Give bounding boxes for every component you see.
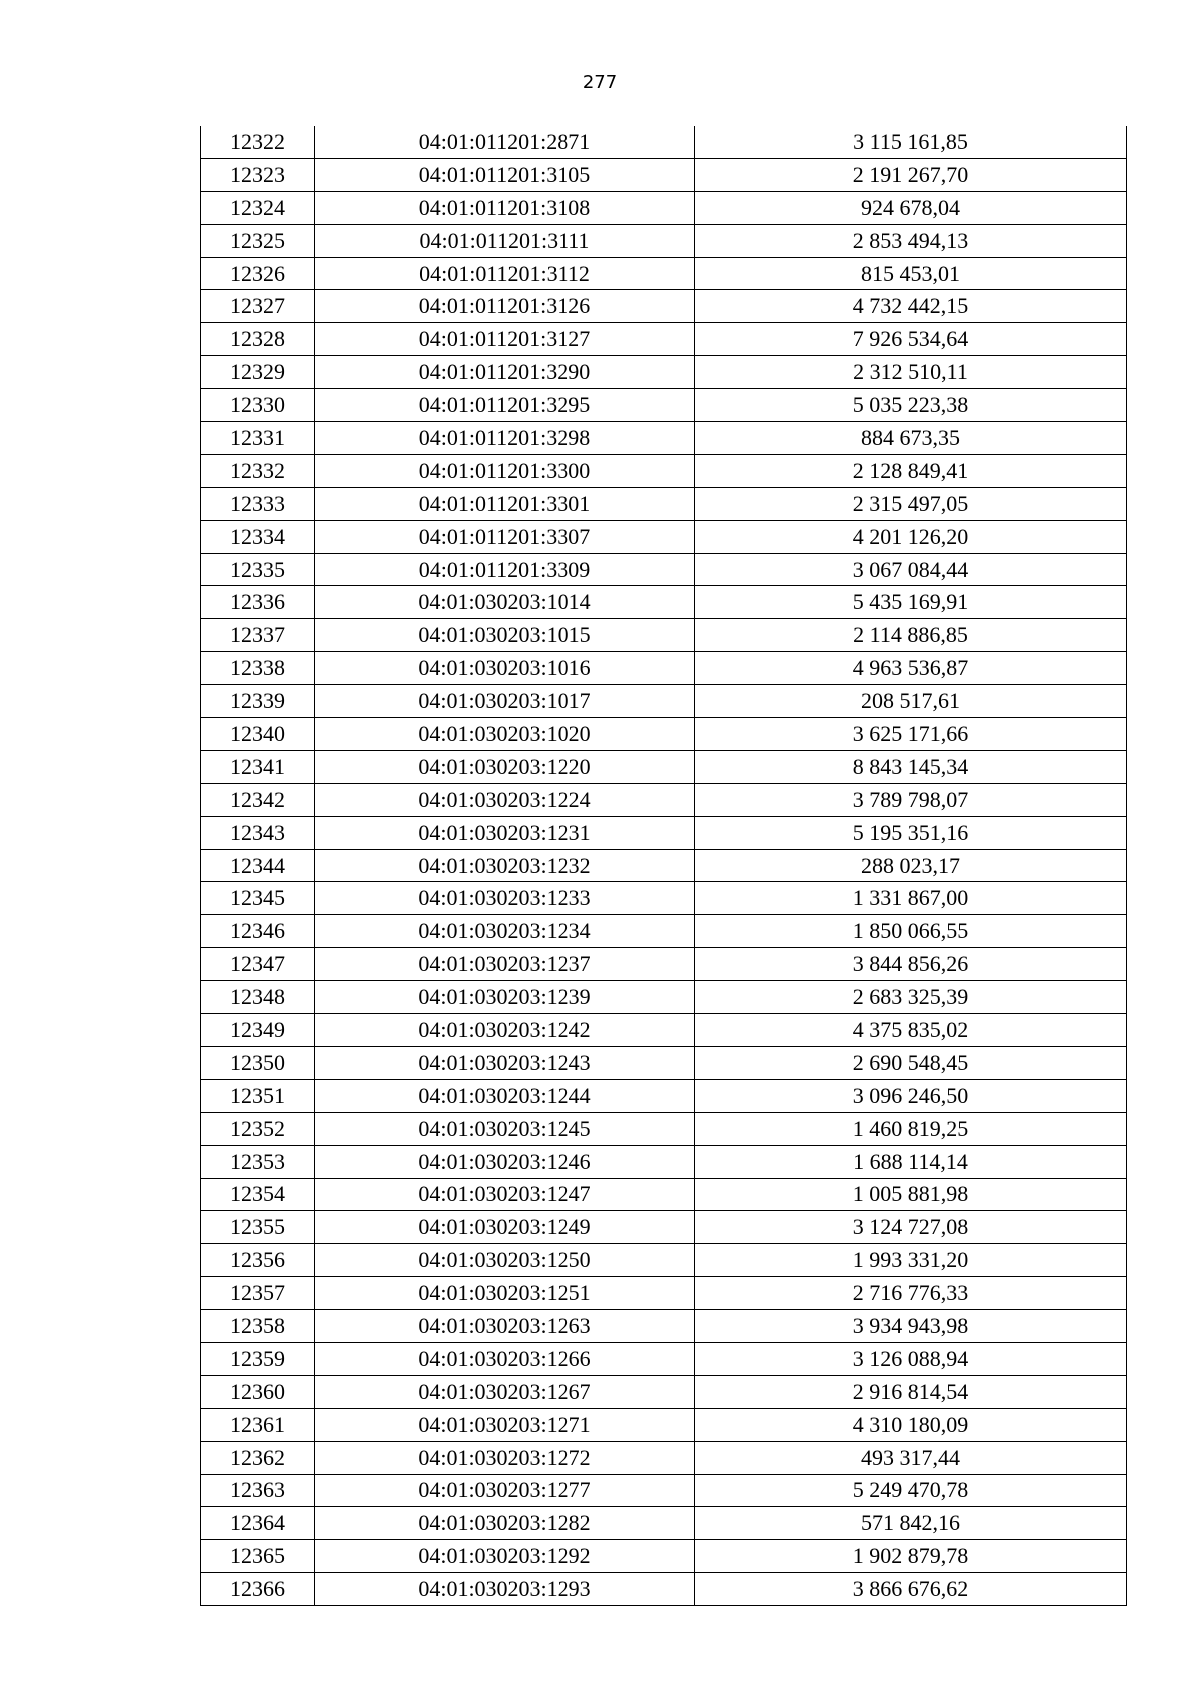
- table-row: [201, 685, 1127, 718]
- cadastral-number-cell: 04:01:011201:3126: [315, 290, 695, 323]
- table-row: [201, 1441, 1127, 1474]
- value-cell: 1 993 331,20: [695, 1244, 1127, 1277]
- cadastral-number-cell: 04:01:030203:1015: [315, 619, 695, 652]
- table-row: [201, 1046, 1127, 1079]
- table-row: [201, 356, 1127, 389]
- value-cell: 4 732 442,15: [695, 290, 1127, 323]
- row-number-cell: 12358: [201, 1310, 315, 1343]
- row-number-cell: 12362: [201, 1441, 315, 1474]
- row-number-cell: 12345: [201, 882, 315, 915]
- table-row: [201, 1375, 1127, 1408]
- table-row: [201, 191, 1127, 224]
- row-number-cell: 12328: [201, 323, 315, 356]
- cadastral-number-cell: 04:01:011201:3112: [315, 257, 695, 290]
- cadastral-number-cell: 04:01:011201:3105: [315, 158, 695, 191]
- table-body: [201, 126, 1127, 1606]
- table-row: [201, 586, 1127, 619]
- value-cell: 1 005 881,98: [695, 1178, 1127, 1211]
- row-number-cell: 12365: [201, 1540, 315, 1573]
- table-row: [201, 487, 1127, 520]
- row-number-cell: 12352: [201, 1112, 315, 1145]
- row-number-cell: 12334: [201, 520, 315, 553]
- cadastral-number-cell: 04:01:011201:3127: [315, 323, 695, 356]
- value-cell: 5 249 470,78: [695, 1474, 1127, 1507]
- value-cell: 4 201 126,20: [695, 520, 1127, 553]
- value-cell: 3 789 798,07: [695, 783, 1127, 816]
- cadastral-table-container: [200, 126, 1126, 1606]
- value-cell: 288 023,17: [695, 849, 1127, 882]
- cadastral-number-cell: 04:01:030203:1247: [315, 1178, 695, 1211]
- cadastral-number-cell: 04:01:030203:1263: [315, 1310, 695, 1343]
- row-number-cell: 12331: [201, 422, 315, 455]
- table-row: [201, 915, 1127, 948]
- row-number-cell: 12323: [201, 158, 315, 191]
- table-row: [201, 1112, 1127, 1145]
- cadastral-table: [200, 126, 1127, 1606]
- cadastral-number-cell: 04:01:030203:1239: [315, 981, 695, 1014]
- cadastral-number-cell: 04:01:011201:3298: [315, 422, 695, 455]
- value-cell: 3 866 676,62: [695, 1573, 1127, 1606]
- value-cell: 3 934 943,98: [695, 1310, 1127, 1343]
- cadastral-number-cell: 04:01:011201:3111: [315, 224, 695, 257]
- table-row: [201, 323, 1127, 356]
- row-number-cell: 12339: [201, 685, 315, 718]
- table-row: [201, 1310, 1127, 1343]
- cadastral-number-cell: 04:01:030203:1282: [315, 1507, 695, 1540]
- cadastral-number-cell: 04:01:030203:1251: [315, 1277, 695, 1310]
- value-cell: 2 114 886,85: [695, 619, 1127, 652]
- row-number-cell: 12354: [201, 1178, 315, 1211]
- row-number-cell: 12325: [201, 224, 315, 257]
- row-number-cell: 12353: [201, 1145, 315, 1178]
- table-row: [201, 1507, 1127, 1540]
- table-row: [201, 257, 1127, 290]
- value-cell: 4 375 835,02: [695, 1014, 1127, 1047]
- table-row: [201, 619, 1127, 652]
- value-cell: 1 331 867,00: [695, 882, 1127, 915]
- row-number-cell: 12351: [201, 1079, 315, 1112]
- table-row: [201, 224, 1127, 257]
- cadastral-number-cell: 04:01:030203:1272: [315, 1441, 695, 1474]
- row-number-cell: 12360: [201, 1375, 315, 1408]
- row-number-cell: 12357: [201, 1277, 315, 1310]
- cadastral-number-cell: 04:01:030203:1292: [315, 1540, 695, 1573]
- row-number-cell: 12347: [201, 948, 315, 981]
- table-row: [201, 652, 1127, 685]
- cadastral-number-cell: 04:01:030203:1234: [315, 915, 695, 948]
- value-cell: 3 096 246,50: [695, 1079, 1127, 1112]
- cadastral-number-cell: 04:01:030203:1271: [315, 1408, 695, 1441]
- cadastral-number-cell: 04:01:030203:1237: [315, 948, 695, 981]
- cadastral-number-cell: 04:01:030203:1017: [315, 685, 695, 718]
- table-row: [201, 1145, 1127, 1178]
- table-row: [201, 1211, 1127, 1244]
- value-cell: 3 625 171,66: [695, 718, 1127, 751]
- cadastral-number-cell: 04:01:030203:1243: [315, 1046, 695, 1079]
- value-cell: 2 315 497,05: [695, 487, 1127, 520]
- value-cell: 4 310 180,09: [695, 1408, 1127, 1441]
- cadastral-number-cell: 04:01:030203:1020: [315, 718, 695, 751]
- table-row: [201, 882, 1127, 915]
- value-cell: 2 312 510,11: [695, 356, 1127, 389]
- value-cell: 208 517,61: [695, 685, 1127, 718]
- table-row: [201, 1244, 1127, 1277]
- cadastral-number-cell: 04:01:030203:1232: [315, 849, 695, 882]
- row-number-cell: 12327: [201, 290, 315, 323]
- row-number-cell: 12348: [201, 981, 315, 1014]
- value-cell: 3 067 084,44: [695, 553, 1127, 586]
- value-cell: 3 126 088,94: [695, 1342, 1127, 1375]
- table-row: [201, 1408, 1127, 1441]
- row-number-cell: 12359: [201, 1342, 315, 1375]
- row-number-cell: 12336: [201, 586, 315, 619]
- table-row: [201, 1573, 1127, 1606]
- table-row: [201, 422, 1127, 455]
- value-cell: 493 317,44: [695, 1441, 1127, 1474]
- cadastral-number-cell: 04:01:011201:2871: [315, 126, 695, 158]
- table-row: [201, 981, 1127, 1014]
- row-number-cell: 12361: [201, 1408, 315, 1441]
- cadastral-number-cell: 04:01:030203:1266: [315, 1342, 695, 1375]
- row-number-cell: 12326: [201, 257, 315, 290]
- cadastral-number-cell: 04:01:030203:1277: [315, 1474, 695, 1507]
- value-cell: 884 673,35: [695, 422, 1127, 455]
- table-row: [201, 290, 1127, 323]
- cadastral-number-cell: 04:01:030203:1014: [315, 586, 695, 619]
- cadastral-number-cell: 04:01:030203:1245: [315, 1112, 695, 1145]
- table-row: [201, 849, 1127, 882]
- cadastral-number-cell: 04:01:011201:3300: [315, 454, 695, 487]
- cadastral-number-cell: 04:01:030203:1244: [315, 1079, 695, 1112]
- table-row: [201, 1342, 1127, 1375]
- cadastral-number-cell: 04:01:011201:3301: [315, 487, 695, 520]
- cadastral-number-cell: 04:01:011201:3290: [315, 356, 695, 389]
- row-number-cell: 12356: [201, 1244, 315, 1277]
- row-number-cell: 12366: [201, 1573, 315, 1606]
- table-row: [201, 389, 1127, 422]
- table-row: [201, 454, 1127, 487]
- value-cell: 5 035 223,38: [695, 389, 1127, 422]
- table-row: [201, 126, 1127, 158]
- page-number: 277: [582, 72, 618, 93]
- table-row: [201, 1079, 1127, 1112]
- table-row: [201, 553, 1127, 586]
- cadastral-number-cell: 04:01:011201:3108: [315, 191, 695, 224]
- row-number-cell: 12344: [201, 849, 315, 882]
- table-row: [201, 1540, 1127, 1573]
- cadastral-number-cell: 04:01:011201:3307: [315, 520, 695, 553]
- row-number-cell: 12338: [201, 652, 315, 685]
- cadastral-number-cell: 04:01:030203:1242: [315, 1014, 695, 1047]
- value-cell: 1 460 819,25: [695, 1112, 1127, 1145]
- value-cell: 815 453,01: [695, 257, 1127, 290]
- value-cell: 1 850 066,55: [695, 915, 1127, 948]
- row-number-cell: 12329: [201, 356, 315, 389]
- table-row: [201, 1277, 1127, 1310]
- cadastral-number-cell: 04:01:030203:1231: [315, 816, 695, 849]
- row-number-cell: 12324: [201, 191, 315, 224]
- table-row: [201, 816, 1127, 849]
- cadastral-number-cell: 04:01:030203:1246: [315, 1145, 695, 1178]
- cadastral-number-cell: 04:01:030203:1267: [315, 1375, 695, 1408]
- row-number-cell: 12346: [201, 915, 315, 948]
- value-cell: 2 853 494,13: [695, 224, 1127, 257]
- row-number-cell: 12332: [201, 454, 315, 487]
- row-number-cell: 12340: [201, 718, 315, 751]
- value-cell: 2 916 814,54: [695, 1375, 1127, 1408]
- table-row: [201, 1474, 1127, 1507]
- table-row: [201, 783, 1127, 816]
- table-row: [201, 750, 1127, 783]
- value-cell: 2 716 776,33: [695, 1277, 1127, 1310]
- table-row: [201, 1178, 1127, 1211]
- value-cell: 2 683 325,39: [695, 981, 1127, 1014]
- cadastral-number-cell: 04:01:030203:1250: [315, 1244, 695, 1277]
- row-number-cell: 12342: [201, 783, 315, 816]
- row-number-cell: 12343: [201, 816, 315, 849]
- value-cell: 2 690 548,45: [695, 1046, 1127, 1079]
- value-cell: 3 844 856,26: [695, 948, 1127, 981]
- cadastral-number-cell: 04:01:030203:1016: [315, 652, 695, 685]
- value-cell: 3 124 727,08: [695, 1211, 1127, 1244]
- value-cell: 3 115 161,85: [695, 126, 1127, 158]
- table-row: [201, 1014, 1127, 1047]
- table-row: [201, 718, 1127, 751]
- value-cell: 8 843 145,34: [695, 750, 1127, 783]
- row-number-cell: 12355: [201, 1211, 315, 1244]
- value-cell: 1 688 114,14: [695, 1145, 1127, 1178]
- value-cell: 4 963 536,87: [695, 652, 1127, 685]
- row-number-cell: 12333: [201, 487, 315, 520]
- row-number-cell: 12364: [201, 1507, 315, 1540]
- row-number-cell: 12337: [201, 619, 315, 652]
- table-row: [201, 158, 1127, 191]
- row-number-cell: 12322: [201, 126, 315, 158]
- value-cell: 924 678,04: [695, 191, 1127, 224]
- value-cell: 2 128 849,41: [695, 454, 1127, 487]
- value-cell: 5 435 169,91: [695, 586, 1127, 619]
- row-number-cell: 12349: [201, 1014, 315, 1047]
- row-number-cell: 12330: [201, 389, 315, 422]
- value-cell: 5 195 351,16: [695, 816, 1127, 849]
- cadastral-number-cell: 04:01:030203:1233: [315, 882, 695, 915]
- cadastral-number-cell: 04:01:011201:3309: [315, 553, 695, 586]
- value-cell: 571 842,16: [695, 1507, 1127, 1540]
- row-number-cell: 12341: [201, 750, 315, 783]
- table-row: [201, 520, 1127, 553]
- cadastral-number-cell: 04:01:030203:1249: [315, 1211, 695, 1244]
- value-cell: 2 191 267,70: [695, 158, 1127, 191]
- table-row: [201, 948, 1127, 981]
- value-cell: 7 926 534,64: [695, 323, 1127, 356]
- value-cell: 1 902 879,78: [695, 1540, 1127, 1573]
- cadastral-number-cell: 04:01:030203:1224: [315, 783, 695, 816]
- row-number-cell: 12335: [201, 553, 315, 586]
- row-number-cell: 12350: [201, 1046, 315, 1079]
- cadastral-number-cell: 04:01:030203:1220: [315, 750, 695, 783]
- row-number-cell: 12363: [201, 1474, 315, 1507]
- cadastral-number-cell: 04:01:030203:1293: [315, 1573, 695, 1606]
- cadastral-number-cell: 04:01:011201:3295: [315, 389, 695, 422]
